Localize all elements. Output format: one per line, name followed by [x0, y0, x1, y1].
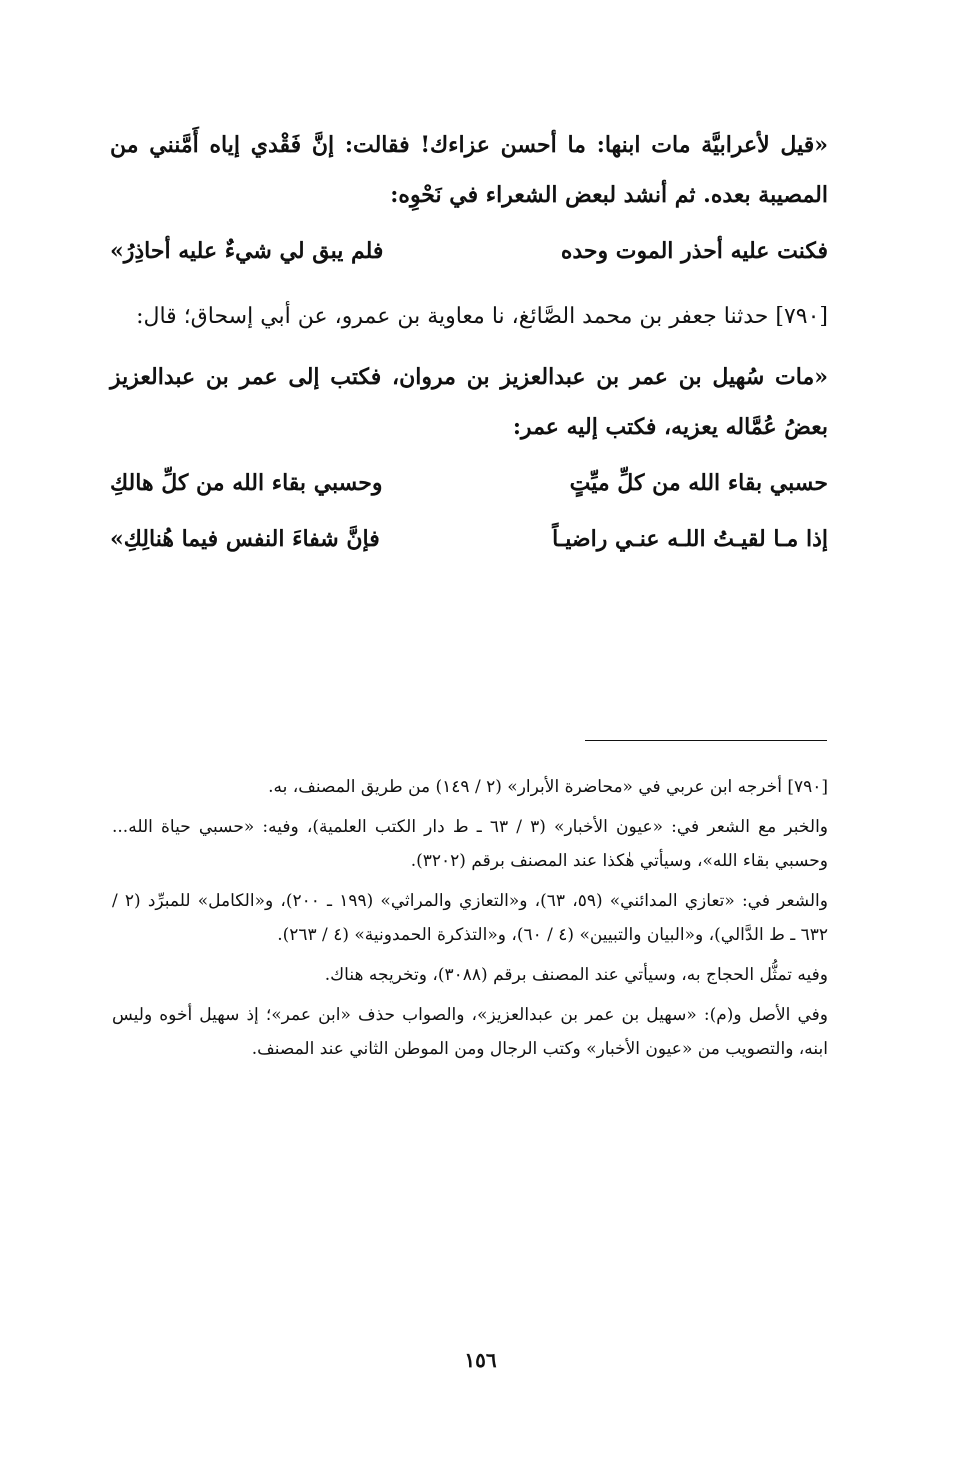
- footnote-paragraph: وفي الأصل و(م): «سهيل بن عمر بن عبدالعزيز»، والصواب حذف «ابن عمر»؛ إذ سهيل أخوه وليس ابنه، والتصويب من «عيون الأخبار» وكتب الرجال ومن الموطن الثاني عند المصنف.: [112, 1005, 828, 1059]
- footnote-separator: [585, 740, 827, 741]
- verse-line-1: [110, 226, 828, 276]
- verse-line-2: [110, 458, 828, 508]
- verse-2-first-hemistich: حسبي بقاء الله من كلِّ ميِّتٍ: [569, 470, 828, 496]
- verse-1-first-hemistich: فكنت عليه أحذر الموت وحده: [560, 238, 828, 264]
- main-text: [110, 120, 828, 570]
- verse-3-first-hemistich: إذا مـا لقيـتُ اللـه عنـي راضيـاً: [552, 526, 828, 552]
- footnote-paragraph: وفيه تمثُّل الحجاج به، وسيأتي عند المصنف برقم (٣٠٨٨)، وتخريجه هناك.: [324, 965, 828, 985]
- footnote-paragraph: [٧٩٠] أخرجه ابن عربي في «محاضرة الأبرار» (٢ / ١٤٩) من طريق المصنف، به.: [268, 777, 828, 797]
- page-number: ١٥٦: [464, 1348, 497, 1372]
- verse-3-second-hemistich: فإنَّ شفاءَ النفس فيما هُنالِكِ»: [110, 526, 380, 552]
- verse-1-second-hemistich: فلم يبق لي شيءٌ عليه أحاذِرُ»: [110, 238, 384, 264]
- paragraph-quote-1: «قيل لأعرابيَّة مات ابنها: ما أحسن عزاءك! فقالت: إنَّ فَقْدي إياه أَمَّنني من المصيبة بعده. ثم أنشد لبعض الشعراء في نَحْوِه:: [110, 132, 828, 208]
- verse-line-3: [110, 514, 828, 564]
- paragraph-isnad: [٧٩٠] حدثنا جعفر بن محمد الصَّائغ، نا معاوية بن عمرو، عن أبي إسحاق؛ قال:: [136, 304, 828, 329]
- verse-2-second-hemistich: وحسبي بقاء الله من كلِّ هالكِ: [110, 470, 383, 496]
- footnote-paragraph: والشعر في: «تعازي المدائني» (٥٩، ٦٣)، و«التعازي والمراثي» (١٩٩ ـ ٢٠٠)، و«الكامل» للمبرِّد (٢ / ٦٣٢ ـ ط الدَّالي)، و«البيان والتبيين» (٤ / ٦٠)، و«التذكرة الحمدونية» (٤ / ٢٦٣).: [112, 891, 828, 945]
- footnotes: [112, 770, 828, 1072]
- footnote-paragraph: والخبر مع الشعر في: «عيون الأخبار» (٣ / ٦٣ ـ ط دار الكتب العلمية)، وفيه: «حسبي حياة الله... وحسبي بقاء الله»، وسيأتي هٰكذا عند المصنف برقم (٣٢٠٢).: [112, 817, 829, 871]
- paragraph-quote-2: «مات سُهيل بن عمر بن عبدالعزيز بن مروان، فكتب إلى عمر بن عبدالعزيز بعضُ عُمَّاله يعزيه، فكتب إليه عمر:: [110, 364, 828, 440]
